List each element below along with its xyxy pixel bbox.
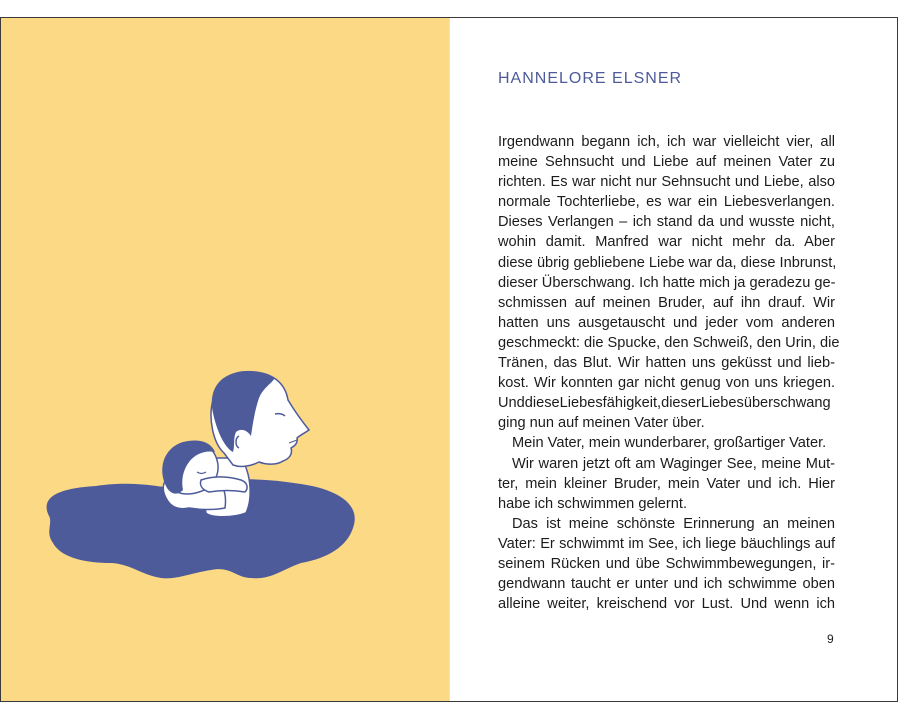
text-line: richten. Es war nicht nur Sehnsucht und Liebe, also [498, 174, 835, 191]
text-line: Das ist meine schönste Erinnerung an meinen [512, 515, 835, 532]
text-line: ter, mein kleiner Bruder, mein Vater und ich. Hier [498, 475, 835, 492]
book-spread [0, 17, 898, 702]
illustration-page [1, 18, 450, 701]
text-line: geschmeckt: die Spucke, den Schweiß, den Urin, die [498, 334, 840, 351]
text-line: gendwann taucht er unter und ich schwimme oben [498, 576, 835, 593]
text-line: meine Sehnsucht und Liebe auf meinen Vater zu [498, 154, 835, 171]
text-line: habe ich schwimmen gelernt. [498, 495, 687, 512]
text-line: kost. Wir konnten gar nicht genug von uns kriegen. [498, 375, 835, 392]
text-line: dieser Überschwang. Ich hatte mich ja geradezu ge- [498, 274, 836, 291]
text-line: wohin damit. Manfred war nicht mehr da. Aber [498, 234, 835, 251]
man-and-girl-swimming-icon [1, 18, 450, 703]
text-line: normale Tochterliebe, es war ein Liebesverlangen. [498, 194, 835, 211]
text-line: Vater: Er schwimmt im See, ich liege bäuchlings auf [498, 535, 835, 552]
text-line: Dieses Verlangen – ich stand da und wusste nicht, [498, 214, 835, 231]
girl-arm [200, 477, 247, 492]
text-line: Wir waren jetzt oft am Waginger See, meine Mut- [512, 455, 835, 472]
body-text [498, 132, 840, 614]
text-line: UnddieseLiebesfähigkeit,dieserLiebesüberschwang [498, 395, 831, 412]
text-line: Tränen, das Blut. Wir hatten uns geküsst und lieb- [498, 355, 835, 372]
text-line: Mein Vater, mein wunderbarer, großartiger Vater. [512, 435, 827, 452]
page-number: 9 [827, 632, 834, 646]
text-line: ging nun auf meinen Vater über. [498, 415, 705, 432]
text-page [450, 18, 897, 701]
text-line: seinem Rücken und übe Schwimmbewegungen, ir- [498, 555, 835, 572]
author-heading: HANNELORE ELSNER [498, 70, 683, 87]
text-line: alleine weiter, kreischend vor Lust. Und wenn ich [498, 596, 835, 613]
text-line: Irgendwann begann ich, ich war vielleicht vier, all [498, 134, 835, 150]
text-line: diese übrig gebliebene Liebe war da, diese Inbrunst, [498, 254, 837, 271]
text-line: schmissen auf meinen Bruder, auf ihn drauf. Wir [498, 294, 835, 311]
text-line: hatten uns ausgetauscht und jeder vom anderen [498, 314, 835, 331]
